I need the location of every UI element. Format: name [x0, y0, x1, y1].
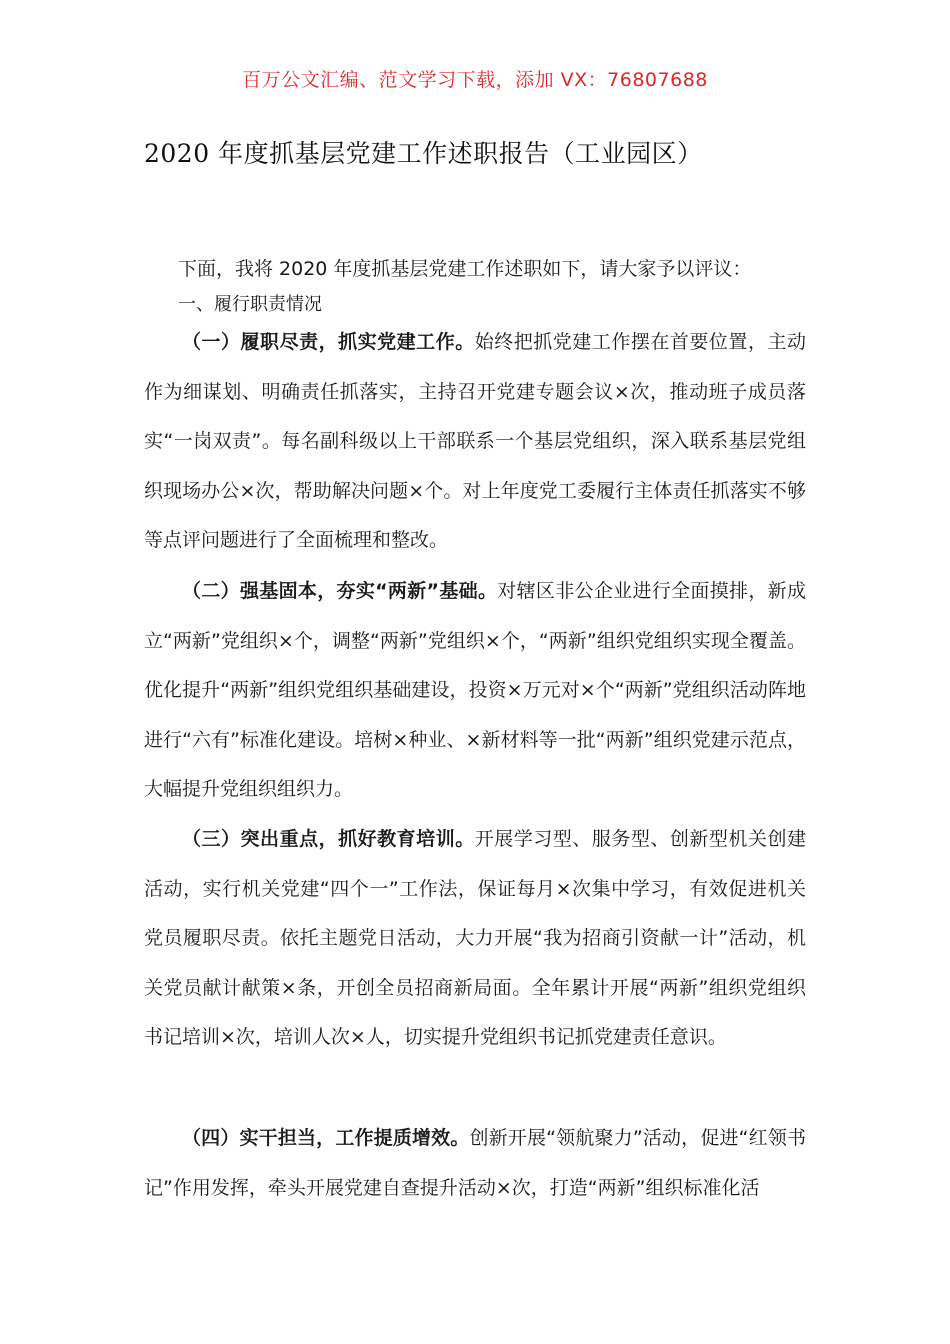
paragraph-body: 对辖区非公企业进行全面摸排，新成立“两新”党组织×个，调整“两新”党组织×个，“两新”组织党组织实现全覆盖。优化提升“两新”组织党组织基础建设，投资×万元对×个“两新”党组织活动阵地进行“六有”标准化建设。培树×种业、×新材料等一批“两新”组织党建示范点，大幅提升党组织组织力。 — [144, 580, 806, 801]
paragraph-2 — [144, 567, 806, 815]
section-heading: 一、履行职责情况 — [178, 294, 322, 315]
paragraph-lead: （二）强基固本，夯实“两新”基础。 — [182, 580, 498, 602]
paragraph-lead: （一）履职尽责，抓实党建工作。 — [182, 331, 475, 353]
paragraph-lead: （四）实干担当，工作提质增效。 — [182, 1127, 470, 1149]
paragraph-4 — [144, 1114, 806, 1213]
header-banner: 百万公文汇编、范文学习下载，添加 VX：76807688 — [242, 69, 708, 91]
paragraph-body: 开展学习型、服务型、创新型机关创建活动，实行机关党建“四个一”工作法，保证每月×次集中学习，有效促进机关党员履职尽责。依托主题党日活动，大力开展“我为招商引资献一计”活动，机关党员献计献策×条，开创全员招商新局面。全年累计开展“两新”组织党组织书记培训×次，培训人次×人，切实提升党组织书记抓党建责任意识。 — [144, 828, 806, 1049]
intro-text: 下面，我将 2020 年度抓基层党建工作述职如下，请大家予以评议： — [178, 258, 752, 280]
paragraph-1 — [144, 318, 806, 566]
paragraph-lead: （三）突出重点，抓好教育培训。 — [182, 828, 475, 850]
paragraph-body: 创新开展“领航聚力”活动，促进“红领书记”作用发挥，牵头开展党建自查提升活动×次，打造“两新”组织标准化活 — [144, 1127, 806, 1199]
paragraph-body: 始终把抓党建工作摆在首要位置，主动作为细谋划、明确责任抓落实，主持召开党建专题会议×次，推动班子成员落实“一岗双责”。每名副科级以上干部联系一个基层党组织，深入联系基层党组织现场办公×次，帮助解决问题×个。对上年度党工委履行主体责任抓落实不够等点评问题进行了全面梳理和整改。 — [144, 331, 806, 552]
page-title: 2020 年度抓基层党建工作述职报告（工业园区） — [144, 139, 703, 168]
paragraph-3 — [144, 815, 806, 1063]
